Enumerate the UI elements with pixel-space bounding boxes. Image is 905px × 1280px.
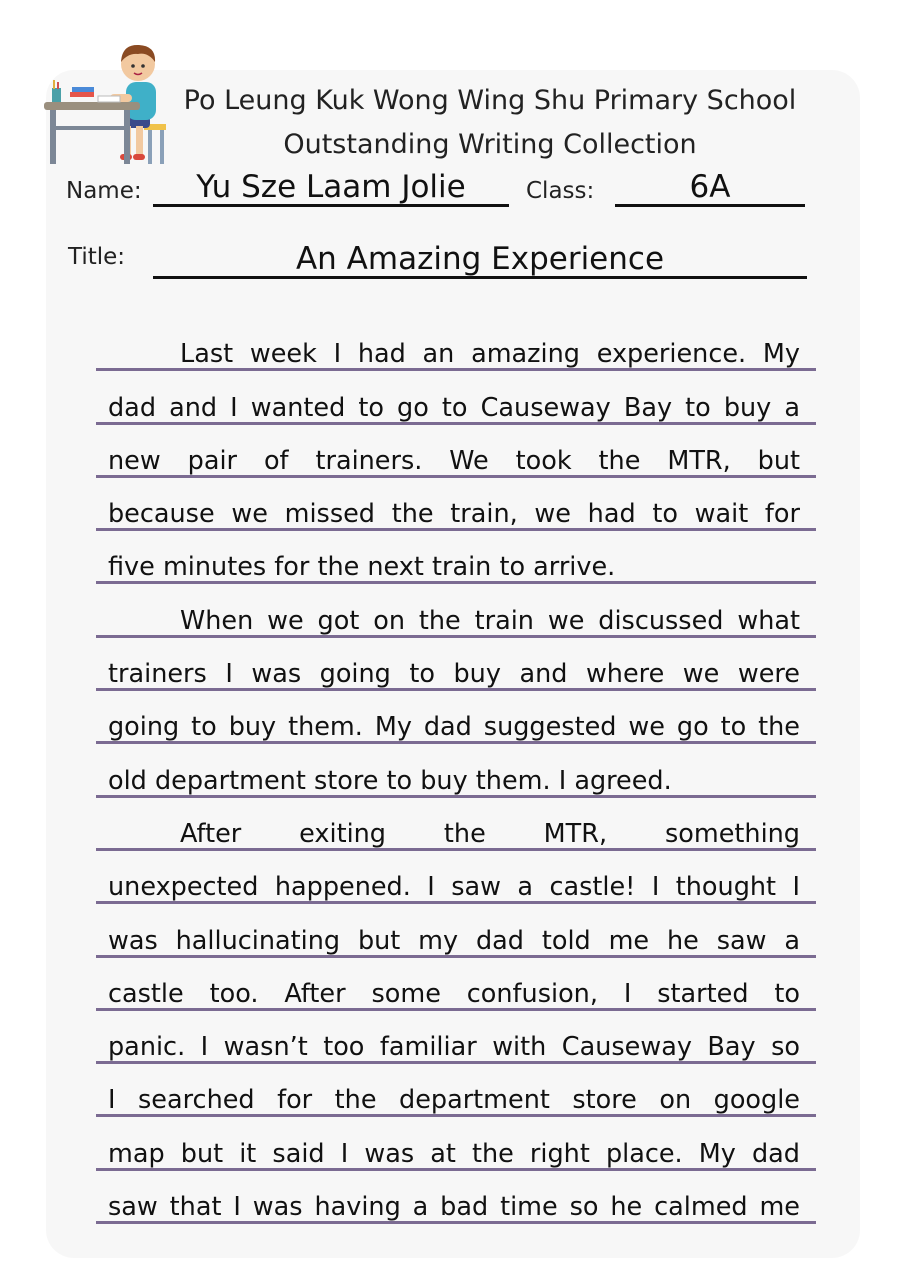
essay-line-text: dad and I wanted to go to Causeway Bay to buy a [108, 392, 800, 423]
essay-line-text: Last week I had an amazing experience. My [180, 339, 800, 370]
essay-line [96, 1011, 816, 1064]
essay-line-text: saw that I was having a bad time so he calmed me [108, 1192, 800, 1223]
essay-line [96, 1171, 816, 1224]
essay-line-text: new pair of trainers. We took the MTR, but [108, 445, 800, 476]
essay-line [96, 1117, 816, 1170]
title-label: Title: [68, 244, 126, 270]
essay-line-text: panic. I wasn’t too familiar with Causeway Bay so [108, 1032, 800, 1063]
essay-line [96, 691, 816, 744]
name-label: Name: [66, 178, 142, 204]
essay-body [96, 318, 816, 1224]
essay-line [96, 851, 816, 904]
essay-line [96, 318, 816, 371]
essay-line-text: because we missed the train, we had to wait for [108, 499, 800, 530]
essay-line-text: castle too. After some confusion, I started to [108, 978, 800, 1009]
essay-line-text: five minutes for the next train to arrive. [108, 552, 616, 583]
essay-title-field: An Amazing Experience [153, 240, 807, 279]
essay-line-text: map but it said I was at the right place. My dad [108, 1138, 800, 1169]
essay-line [96, 798, 816, 851]
collection-name: Outstanding Writing Collection [283, 129, 697, 160]
school-name: Po Leung Kuk Wong Wing Shu Primary School [183, 85, 797, 116]
class-label: Class: [526, 178, 595, 204]
essay-line [96, 478, 816, 531]
essay-line [96, 958, 816, 1011]
essay-line [96, 531, 816, 584]
student-name-field: Yu Sze Laam Jolie [153, 170, 509, 207]
essay-line [96, 904, 816, 957]
essay-line-text: trainers I was going to buy and where we were [108, 659, 800, 690]
essay-line [96, 1064, 816, 1117]
essay-line [96, 584, 816, 637]
essay-line [96, 371, 816, 424]
essay-line-text: old department store to buy them. I agreed. [108, 765, 672, 796]
essay-line-text: going to buy them. My dad suggested we go to the [108, 712, 800, 743]
essay-line-text: was hallucinating but my dad told me he saw a [108, 925, 800, 956]
essay-line-text: I searched for the department store on google [108, 1085, 800, 1116]
essay-line [96, 638, 816, 691]
essay-line-text: unexpected happened. I saw a castle! I thought I [108, 872, 800, 903]
essay-line-text: When we got on the train we discussed what [180, 605, 800, 636]
class-field: 6A [615, 170, 805, 207]
essay-line [96, 425, 816, 478]
essay-line-text: After exiting the MTR, something [180, 818, 800, 849]
essay-line [96, 744, 816, 797]
